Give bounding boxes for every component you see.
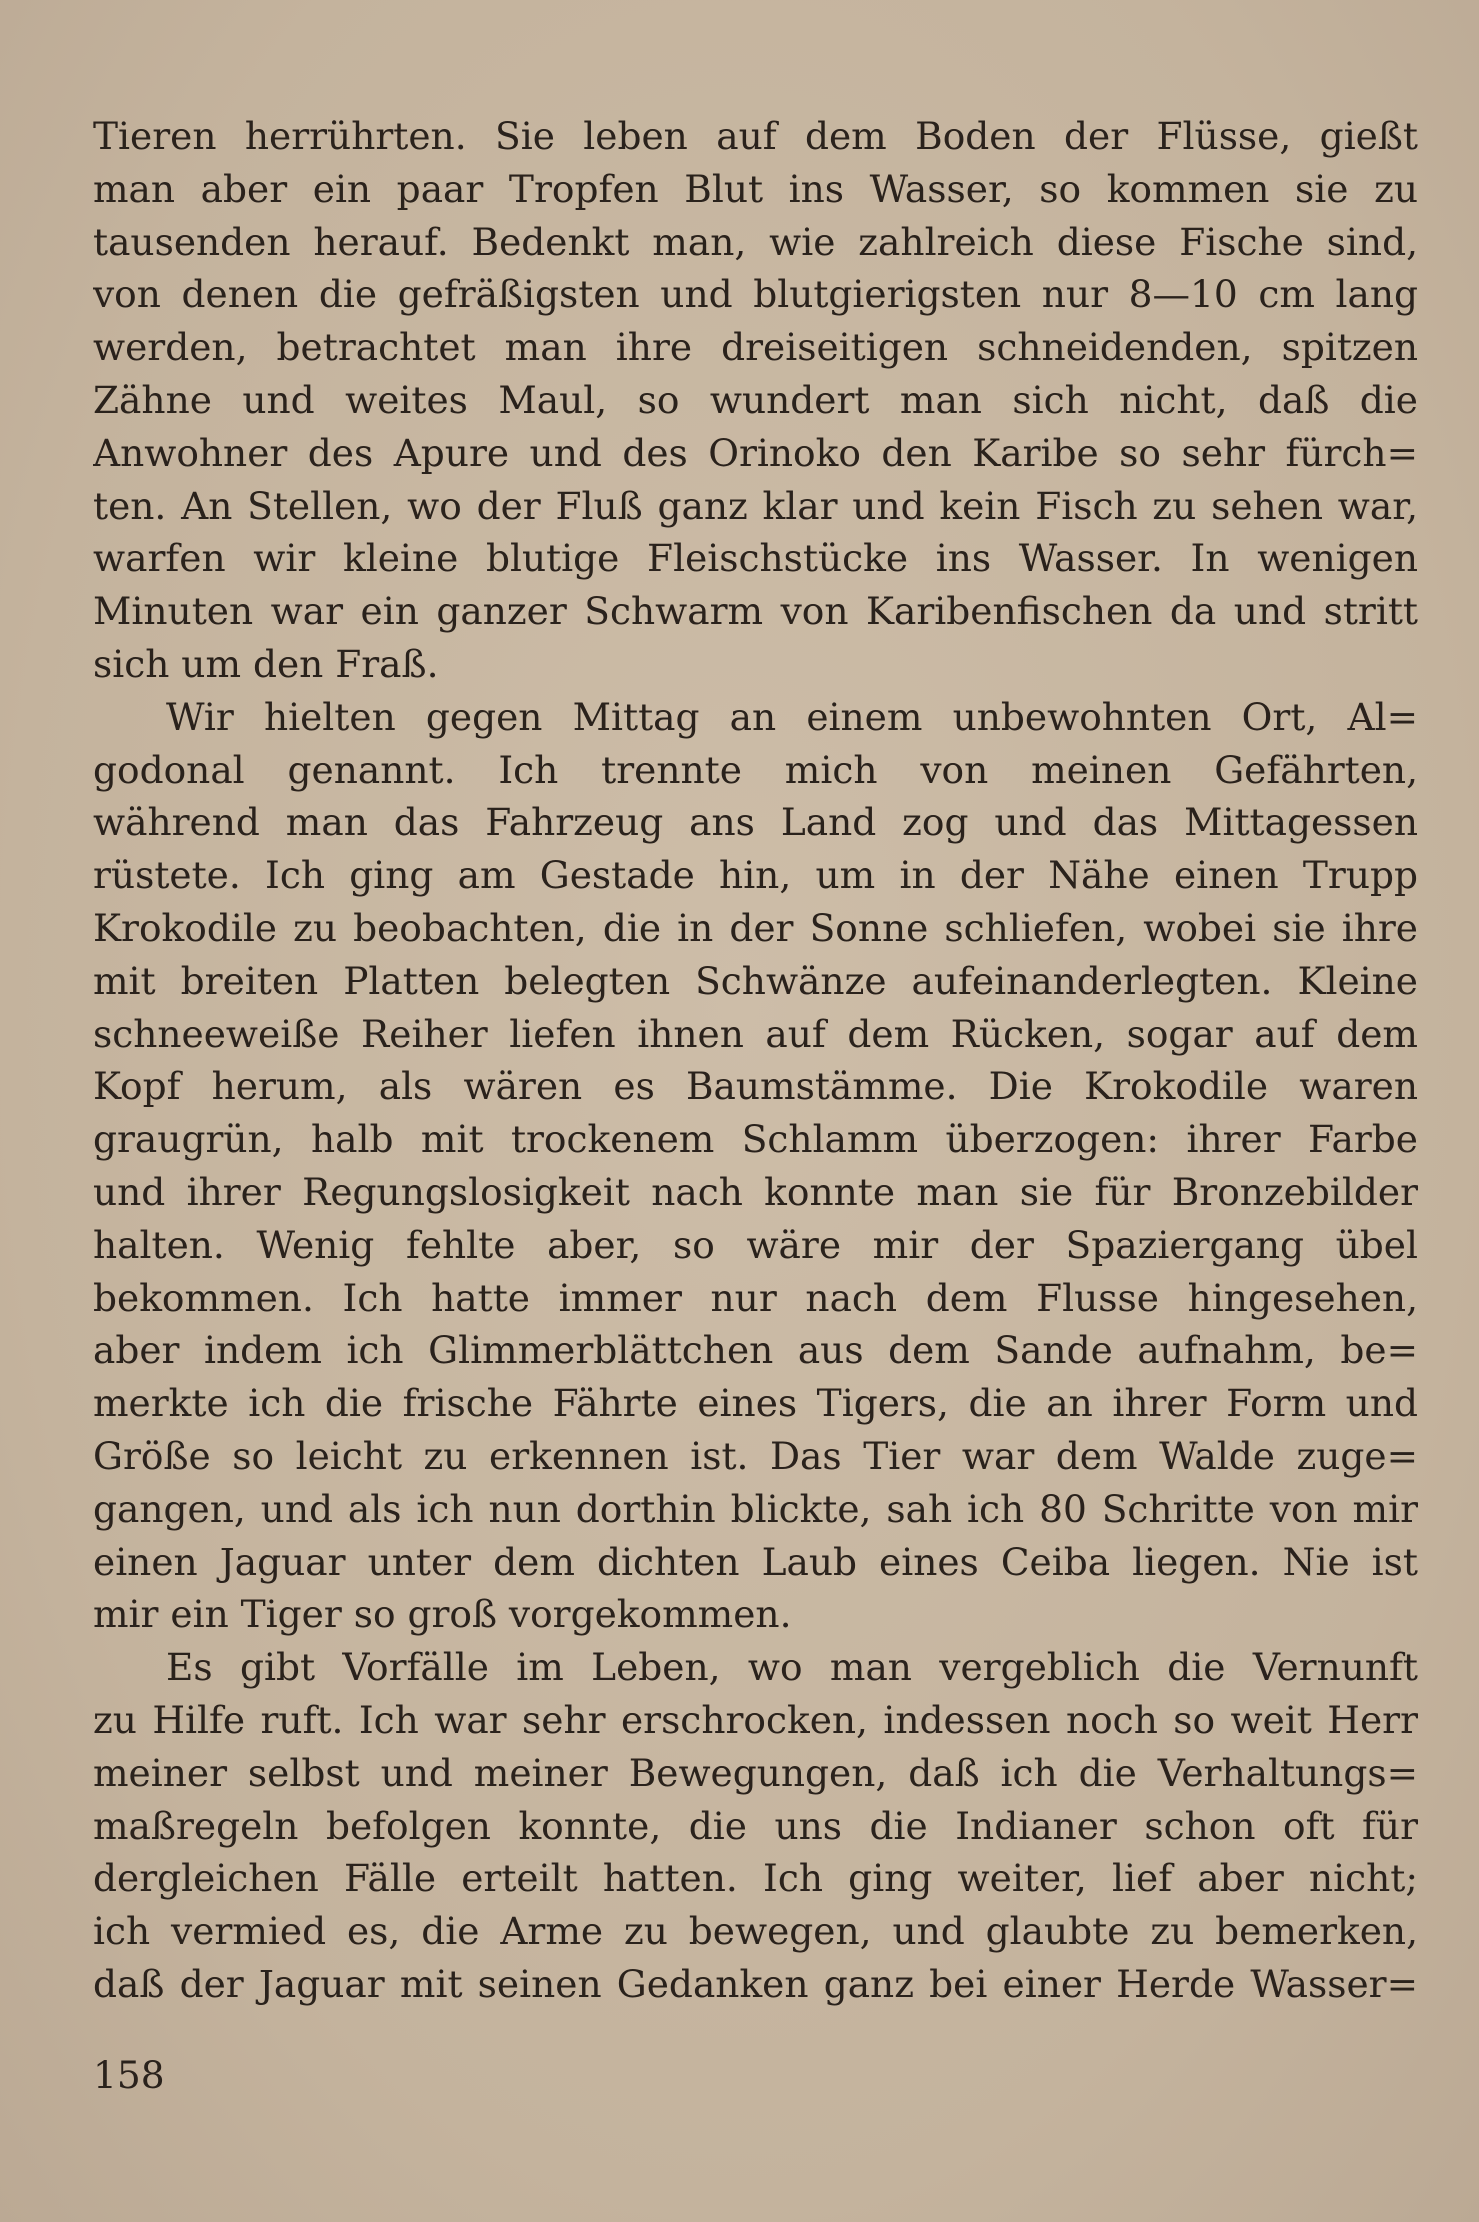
text-line: merkte ich die frische Fährte eines Tigers, die an ihrer Form und	[93, 1381, 1418, 1426]
text-line: bekommen. Ich hatte immer nur nach dem Flusse hingesehen,	[93, 1275, 1418, 1320]
paragraph-3	[93, 1641, 1418, 2011]
text-line: Größe so leicht zu erkennen ist. Das Tier war dem Walde zuge=	[93, 1433, 1418, 1478]
text-line: aber indem ich Glimmerblättchen aus dem Sande aufnahm, be=	[93, 1328, 1418, 1373]
text-line: gangen, und als ich nun dorthin blickte, sah ich 80 Schritte von mir	[93, 1486, 1418, 1531]
text-line: man aber ein paar Tropfen Blut ins Wasser, so kommen sie zu	[93, 166, 1418, 211]
text-line: halten. Wenig fehlte aber, so wäre mir der Spaziergang übel	[93, 1222, 1418, 1267]
text-line: ich vermied es, die Arme zu bewegen, und glaubte zu bemerken,	[93, 1909, 1418, 1954]
text-line: warfen wir kleine blutige Fleischstücke ins Wasser. In wenigen	[93, 536, 1418, 581]
text-line: graugrün, halb mit trockenem Schlamm überzogen: ihrer Farbe	[93, 1117, 1418, 1162]
text-line: godonal genannt. Ich trennte mich von meinen Gefährten,	[93, 747, 1418, 792]
body-text	[93, 110, 1418, 2011]
text-line: mir ein Tiger so groß vorgekommen.	[93, 1592, 792, 1637]
paragraph-2	[93, 691, 1418, 1641]
text-line: Minuten war ein ganzer Schwarm von Karibenfischen da und stritt	[93, 589, 1418, 634]
text-line: schneeweiße Reiher liefen ihnen auf dem Rücken, sogar auf dem	[93, 1011, 1418, 1056]
page-number: 158	[93, 2053, 165, 2097]
text-line: Wir hielten gegen Mittag an einem unbewohnten Ort, Al=	[166, 694, 1418, 739]
text-line: während man das Fahrzeug ans Land zog und das Mittagessen	[93, 800, 1418, 845]
paragraph-1	[93, 110, 1418, 691]
text-line: ten. An Stellen, wo der Fluß ganz klar und kein Fisch zu sehen war,	[93, 483, 1418, 528]
text-line: und ihrer Regungslosigkeit nach konnte man sie für Bronzebilder	[93, 1169, 1418, 1214]
text-line: Krokodile zu beobachten, die in der Sonne schliefen, wobei sie ihre	[93, 905, 1418, 950]
text-line: werden, betrachtet man ihre dreiseitigen schneidenden, spitzen	[93, 325, 1418, 370]
text-line: rüstete. Ich ging am Gestade hin, um in der Nähe einen Trupp	[93, 853, 1418, 898]
text-line: einen Jaguar unter dem dichten Laub eines Ceiba liegen. Nie ist	[93, 1539, 1418, 1584]
text-line: Zähne und weites Maul, so wundert man sich nicht, daß die	[93, 377, 1418, 422]
text-line: sich um den Fraß.	[93, 641, 439, 686]
text-line: Tieren herrührten. Sie leben auf dem Boden der Flüsse, gießt	[93, 114, 1418, 158]
text-line: tausenden herauf. Bedenkt man, wie zahlreich diese Fische sind,	[93, 219, 1418, 264]
text-line: Kopf herum, als wären es Baumstämme. Die Krokodile waren	[93, 1064, 1418, 1109]
text-line: meiner selbst und meiner Bewegungen, daß ich die Verhaltungs=	[93, 1750, 1418, 1795]
text-line: mit breiten Platten belegten Schwänze aufeinanderlegten. Kleine	[93, 958, 1418, 1003]
text-line: Es gibt Vorfälle im Leben, wo man vergeblich die Vernunft	[166, 1645, 1418, 1690]
text-line: maßregeln befolgen konnte, die uns die Indianer schon oft für	[93, 1803, 1418, 1848]
text-line: dergleichen Fälle erteilt hatten. Ich ging weiter, lief aber nicht;	[93, 1856, 1418, 1901]
text-line: von denen die gefräßigsten und blutgierigsten nur 8—10 cm lang	[93, 272, 1418, 317]
text-line: Anwohner des Apure und des Orinoko den Karibe so sehr fürch=	[93, 430, 1418, 475]
text-line: daß der Jaguar mit seinen Gedanken ganz bei einer Herde Wasser=	[93, 1961, 1418, 2006]
text-line: zu Hilfe ruft. Ich war sehr erschrocken, indessen noch so weit Herr	[93, 1697, 1418, 1742]
